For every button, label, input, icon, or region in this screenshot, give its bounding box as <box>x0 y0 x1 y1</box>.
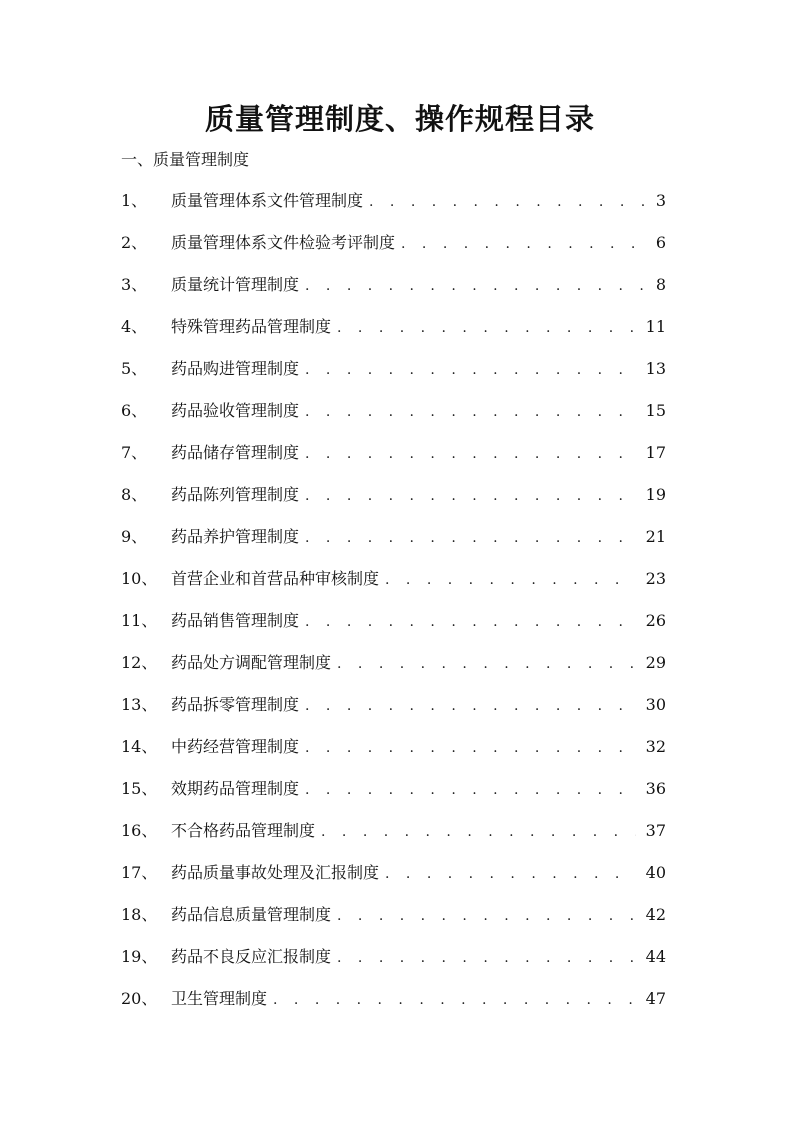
toc-entry-title: 药品养护管理制度 <box>171 527 300 546</box>
toc-entry[interactable] <box>121 936 666 978</box>
toc-entry-title: 药品处方调配管理制度 <box>171 653 332 672</box>
toc-entry-number: 5、 <box>121 359 148 378</box>
toc-entry-number: 11、 <box>121 611 158 630</box>
dot-leader <box>305 475 636 517</box>
dot-leader <box>305 349 636 391</box>
toc-entry-title: 质量统计管理制度 <box>171 275 300 294</box>
toc-entry-number: 12、 <box>121 653 158 672</box>
dot-leader <box>305 433 636 475</box>
toc-entry[interactable] <box>121 348 666 390</box>
toc-entry-title: 药品购进管理制度 <box>171 359 300 378</box>
dot-leader <box>337 937 636 979</box>
dot-leader <box>337 895 636 937</box>
toc-entry-title: 效期药品管理制度 <box>171 779 300 798</box>
toc-entry-page: 17 <box>645 443 666 462</box>
toc-entry-page: 26 <box>645 611 666 630</box>
toc-entry-page: 36 <box>645 779 666 798</box>
toc-entry-number: 3、 <box>121 275 148 294</box>
toc-entry-title: 药品陈列管理制度 <box>171 485 300 504</box>
toc-entry-number: 9、 <box>121 527 148 546</box>
dot-leader <box>337 307 636 349</box>
toc-entry-number: 16、 <box>121 821 158 840</box>
toc-entry-number: 1、 <box>121 191 148 210</box>
toc-entry-number: 6、 <box>121 401 148 420</box>
toc-entry-page: 29 <box>645 653 666 672</box>
page-title: 质量管理制度、操作规程目录 <box>204 102 595 136</box>
dot-leader <box>273 979 636 1021</box>
toc-entry[interactable] <box>121 600 666 642</box>
toc-entry-number: 13、 <box>121 695 158 714</box>
toc-entry-number: 18、 <box>121 905 158 924</box>
toc-entry[interactable] <box>121 894 666 936</box>
toc-entry[interactable] <box>121 432 666 474</box>
toc-entry-page: 47 <box>645 989 666 1008</box>
toc-entry-title: 药品不良反应汇报制度 <box>171 947 332 966</box>
dot-leader <box>385 559 636 601</box>
toc-entry-page: 40 <box>645 863 666 882</box>
toc-entry[interactable] <box>121 264 666 306</box>
toc-entry-page: 8 <box>655 275 666 294</box>
toc-entry-number: 19、 <box>121 947 158 966</box>
toc-entry-title: 特殊管理药品管理制度 <box>171 317 332 336</box>
toc-entry[interactable] <box>121 390 666 432</box>
toc-entry-page: 13 <box>645 359 666 378</box>
toc-entry-number: 10、 <box>121 569 158 588</box>
toc-entry[interactable] <box>121 852 666 894</box>
toc-entry[interactable] <box>121 684 666 726</box>
dot-leader <box>337 643 636 685</box>
dot-leader <box>369 181 646 223</box>
toc-entry[interactable] <box>121 222 666 264</box>
toc-entry[interactable] <box>121 306 666 348</box>
toc-entry-number: 17、 <box>121 863 158 882</box>
toc-entry[interactable] <box>121 810 666 852</box>
dot-leader <box>401 223 646 265</box>
toc-entry-title: 质量管理体系文件检验考评制度 <box>171 233 396 252</box>
toc-entry-page: 23 <box>645 569 666 588</box>
toc-entry-page: 42 <box>645 905 666 924</box>
toc-entry[interactable] <box>121 558 666 600</box>
toc-entry[interactable] <box>121 180 666 222</box>
toc-entry-number: 15、 <box>121 779 158 798</box>
toc-entry-title: 药品储存管理制度 <box>171 443 300 462</box>
dot-leader <box>321 811 636 853</box>
table-of-contents <box>121 180 666 1020</box>
toc-entry-page: 6 <box>655 233 666 252</box>
dot-leader <box>305 727 636 769</box>
section-heading: 一、质量管理制度 <box>121 150 250 169</box>
toc-entry-title: 药品拆零管理制度 <box>171 695 300 714</box>
toc-entry-page: 32 <box>645 737 666 756</box>
toc-entry-number: 14、 <box>121 737 158 756</box>
toc-entry-page: 44 <box>645 947 666 966</box>
dot-leader <box>305 685 636 727</box>
dot-leader <box>305 601 636 643</box>
toc-entry[interactable] <box>121 474 666 516</box>
toc-entry-page: 11 <box>645 317 666 336</box>
toc-entry[interactable] <box>121 978 666 1020</box>
toc-entry-page: 19 <box>645 485 666 504</box>
toc-entry-page: 37 <box>645 821 666 840</box>
dot-leader <box>385 853 636 895</box>
toc-entry-title: 质量管理体系文件管理制度 <box>171 191 364 210</box>
toc-entry[interactable] <box>121 726 666 768</box>
toc-entry-page: 30 <box>645 695 666 714</box>
toc-entry-title: 不合格药品管理制度 <box>171 821 316 840</box>
toc-entry-number: 8、 <box>121 485 148 504</box>
toc-entry-number: 2、 <box>121 233 148 252</box>
toc-entry-title: 药品信息质量管理制度 <box>171 905 332 924</box>
toc-entry-title: 药品质量事故处理及汇报制度 <box>171 863 380 882</box>
toc-entry-page: 21 <box>645 527 666 546</box>
toc-entry-number: 7、 <box>121 443 148 462</box>
toc-entry-title: 药品验收管理制度 <box>171 401 300 420</box>
dot-leader <box>305 517 636 559</box>
toc-entry[interactable] <box>121 768 666 810</box>
dot-leader <box>305 265 646 307</box>
toc-entry-title: 首营企业和首营品种审核制度 <box>171 569 380 588</box>
dot-leader <box>305 769 636 811</box>
toc-entry-number: 20、 <box>121 989 158 1008</box>
toc-entry-page: 15 <box>645 401 666 420</box>
dot-leader <box>305 391 636 433</box>
toc-entry-title: 中药经营管理制度 <box>171 737 300 756</box>
toc-entry-title: 卫生管理制度 <box>171 989 268 1008</box>
toc-entry-number: 4、 <box>121 317 148 336</box>
toc-entry-title: 药品销售管理制度 <box>171 611 300 630</box>
toc-entry[interactable] <box>121 516 666 558</box>
toc-entry[interactable] <box>121 642 666 684</box>
toc-entry-page: 3 <box>655 191 666 210</box>
